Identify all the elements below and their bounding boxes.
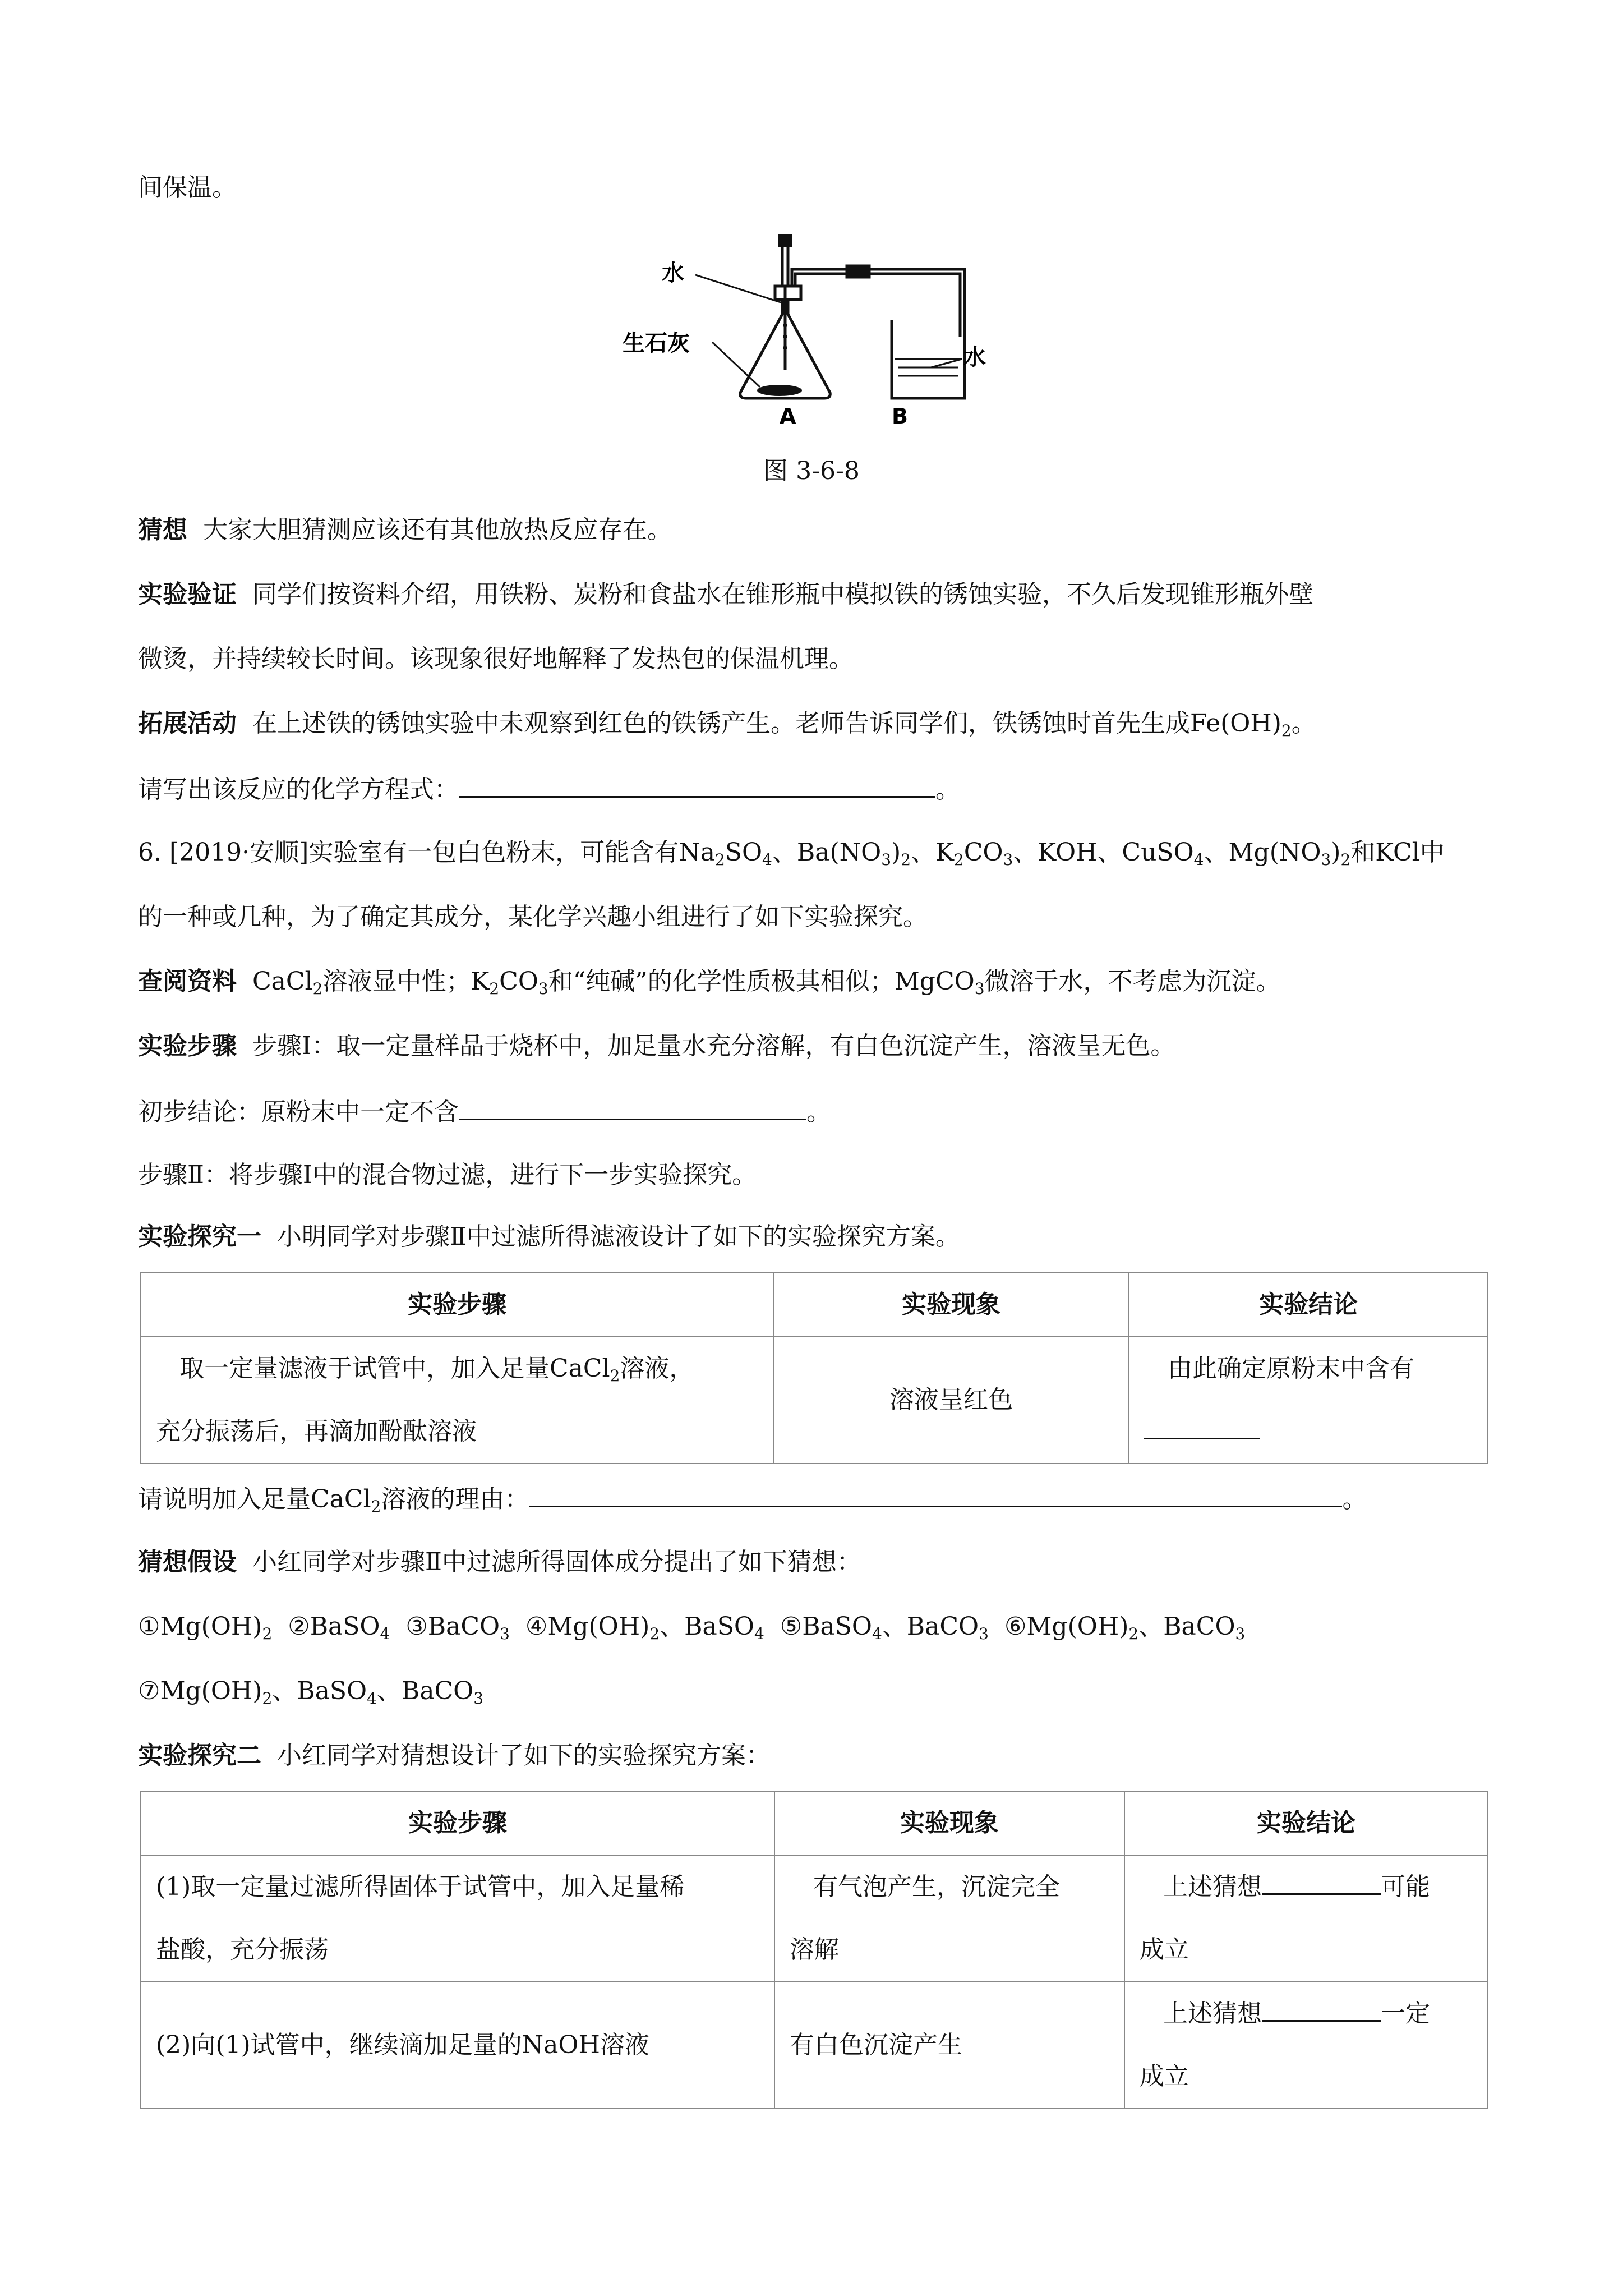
cell-step: (1)取一定量过滤所得固体于试管中，加入足量稀 盐酸，充分振荡 bbox=[141, 1855, 774, 1982]
cell-conclusion: 上述猜想 一定 成立 bbox=[1124, 1982, 1488, 2109]
paragraph-reference: 查阅资料 CaCl$_2$溶液显中性；$K_2CO_3$和“纯碱”的化学性质极其相似；MgCO$_3$微溶于水，不考虑为沉淀。 bbox=[138, 967, 1281, 998]
dropping-funnel bbox=[782, 241, 788, 286]
hypothesis-possible-blank[interactable] bbox=[1262, 1871, 1381, 1895]
paragraph-exp2: 实验探究二 小红同学对猜想设计了如下的实验探究方案： bbox=[138, 1741, 771, 1770]
hypotheses-line-1: $①Mg(OH)_2$ ②BaSO$_4$ ③BaCO$_3$ $④Mg(OH)_2$、BaSO$_4$ ⑤BaSO$_4$、BaCO$_3$ $⑥Mg(OH)_2$、BaCO$_3$ bbox=[138, 1612, 1246, 1643]
table-header-row bbox=[141, 1791, 1488, 1855]
hypotheses-line-2: $⑦Mg(OH)_2$、BaSO$_4$、BaCO$_3$ bbox=[138, 1677, 484, 1708]
paragraph-verify: 实验验证 同学们按资料介绍，用铁粉、炭粉和食盐水在锥形瓶中模拟铁的锈蚀实验，不久后发现锥形瓶外壁 bbox=[138, 580, 1313, 609]
paragraph-verify-2: 微烫，并持续较长时间。该现象很好地解释了发热包的保温机理。 bbox=[138, 645, 854, 673]
apparatus-figure bbox=[623, 230, 986, 432]
quicklime-blob bbox=[757, 385, 802, 396]
table-row bbox=[141, 1982, 1488, 2109]
cell-step: 取一定量滤液于试管中，加入足量CaCl$_2$溶液， 充分振荡后，再滴加酚酞溶液 bbox=[141, 1337, 773, 1464]
delivery-tube bbox=[792, 269, 965, 337]
paragraph-step2: 步骤Ⅱ：将步骤Ⅰ中的混合物过滤，进行下一步实验探究。 bbox=[138, 1161, 757, 1189]
label-water-b: 水 bbox=[963, 344, 986, 370]
figure-caption: 图 3-6-8 bbox=[763, 457, 860, 485]
header-step: 实验步骤 bbox=[141, 1273, 773, 1337]
table-row bbox=[141, 1337, 1488, 1464]
cell-phenomenon: 有气泡产生，沉淀完全 溶解 bbox=[774, 1855, 1124, 1982]
label-a: A bbox=[780, 404, 796, 429]
conclusion-blank[interactable] bbox=[1144, 1415, 1260, 1439]
cell-phenomenon: 有白色沉淀产生 bbox=[774, 1982, 1124, 2109]
header-phenomenon: 实验现象 bbox=[773, 1273, 1129, 1337]
paragraph-reason: 请说明加入足量CaCl$_2$溶液的理由： 。 bbox=[138, 1481, 1367, 1516]
prelim-blank[interactable] bbox=[459, 1094, 806, 1120]
header-conclusion: 实验结论 bbox=[1129, 1273, 1488, 1337]
experiment-table-1 bbox=[140, 1272, 1488, 1464]
cell-conclusion: 上述猜想 可能 成立 bbox=[1124, 1855, 1488, 1982]
label-water-a: 水 bbox=[662, 260, 684, 286]
header-phenomenon: 实验现象 bbox=[774, 1791, 1124, 1855]
hypothesis-certain-blank[interactable] bbox=[1262, 1998, 1381, 2022]
top-line: 间保温。 bbox=[138, 173, 237, 202]
question-6-line2: 的一种或几种，为了确定其成分，某化学兴趣小组进行了如下实验探究。 bbox=[138, 903, 928, 931]
table-row bbox=[141, 1855, 1488, 1982]
paragraph-equation: 请写出该反应的化学方程式： 。 bbox=[138, 771, 960, 807]
paragraph-steps: 实验步骤 步骤Ⅰ：取一定量样品于烧杯中，加足量水充分溶解，有白色沉淀产生，溶液呈无色。 bbox=[138, 1032, 1175, 1060]
equation-blank[interactable] bbox=[459, 771, 935, 798]
experiment-table-2 bbox=[140, 1791, 1488, 2109]
cell-phenomenon: 溶液呈红色 bbox=[773, 1337, 1129, 1464]
cell-conclusion: 由此确定原粉末中含有 bbox=[1129, 1337, 1488, 1464]
header-step: 实验步骤 bbox=[141, 1791, 774, 1855]
label-b: B bbox=[892, 404, 908, 429]
paragraph-prelim: 初步结论：原粉末中一定不含 。 bbox=[138, 1094, 831, 1129]
reason-blank[interactable] bbox=[529, 1481, 1342, 1507]
label-quicklime: 生石灰 bbox=[623, 330, 690, 356]
paragraph-exp1: 实验探究一 小明同学对步骤Ⅱ中过滤所得滤液设计了如下的实验探究方案。 bbox=[138, 1222, 960, 1251]
paragraph-guess: 猜想 大家大胆猜测应该还有其他放热反应存在。 bbox=[138, 516, 672, 544]
paragraph-extend: 拓展活动 在上述铁的锈蚀实验中未观察到红色的铁锈产生。老师告诉同学们，铁锈蚀时首先生成$Fe(OH)_2$。 bbox=[138, 709, 1316, 740]
table-header-row bbox=[141, 1273, 1488, 1337]
stopper bbox=[775, 286, 801, 300]
header-conclusion: 实验结论 bbox=[1124, 1791, 1488, 1855]
cell-step: (2)向(1)试管中，继续滴加足量的NaOH溶液 bbox=[141, 1982, 774, 2109]
paragraph-hypothesis: 猜想假设 小红同学对步骤Ⅱ中过滤所得固体成分提出了如下猜想： bbox=[138, 1548, 861, 1576]
question-6-line1: 6. [2019·安顺]实验室有一包白色粉末，可能含有$Na_2SO_4$、$Ba(NO_3)_2$、$K_2CO_3$、KOH、CuSO$_4$、$Mg(NO_3)_2$和KCl中 bbox=[138, 838, 1445, 869]
